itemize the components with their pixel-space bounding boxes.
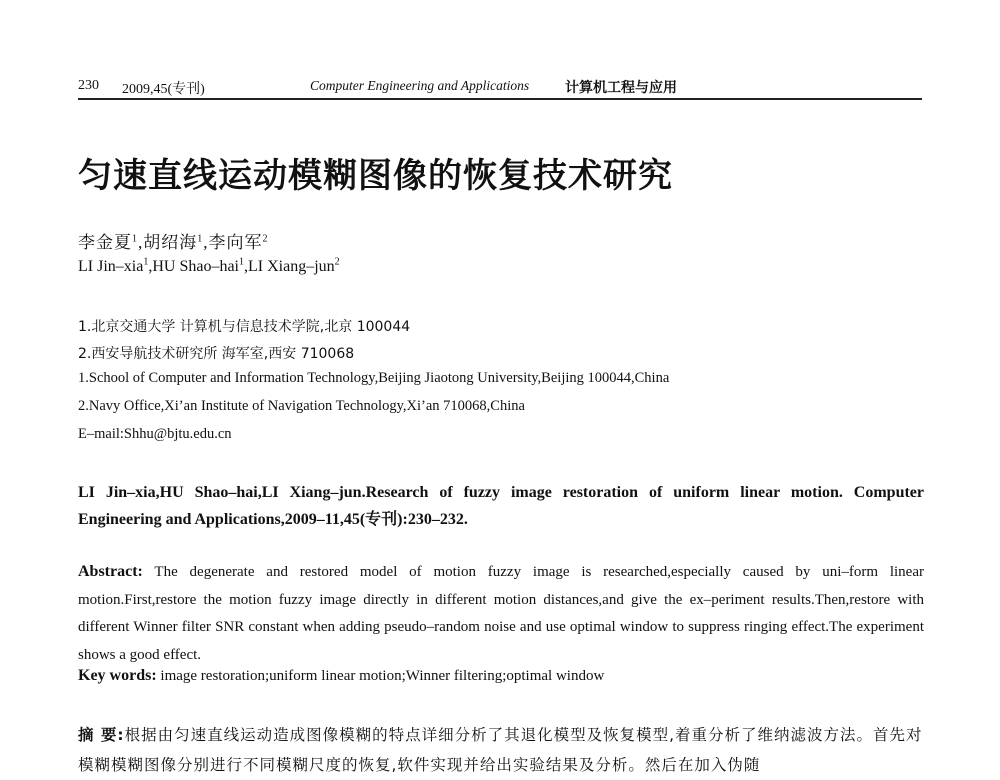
abstract-label: Abstract: <box>78 563 143 580</box>
author-affiliation-mark: 1 <box>238 256 244 268</box>
author-name: HU Shao–hai <box>152 258 239 275</box>
email[interactable]: E–mail:Shhu@bjtu.edu.cn <box>78 426 232 442</box>
author-name: 李向军 <box>208 233 263 252</box>
author-affiliation-mark: 1 <box>197 233 204 245</box>
author-affiliation-mark: 2 <box>334 256 340 268</box>
author-separator: , <box>148 258 153 275</box>
author-separator: , <box>138 233 144 252</box>
keywords <box>78 667 924 685</box>
author-name: 胡绍海 <box>143 233 198 252</box>
author-name: LI Xiang–jun <box>247 258 335 275</box>
authors-en <box>78 258 340 276</box>
authors-cn <box>78 228 269 253</box>
page-number: 230 <box>78 78 99 93</box>
keywords-label: Key words: <box>78 667 157 684</box>
author-name: LI Jin–xia <box>78 258 144 275</box>
abstract-cn-label: 摘 要: <box>78 726 125 744</box>
affiliation-cn-2: 2.西安导航技术研究所 海军室,西安 710068 <box>78 346 355 362</box>
journal-name-cn: 计算机工程与应用 <box>565 80 677 96</box>
abstract-cn-text: 根据由匀速直线运动造成图像模糊的特点详细分析了其退化模型及恢复模型,着重分析了维纳滤波方法。首先对模糊模糊图像分别进行不同模糊尺度的恢复,软件实现并给出实验结果及分析。然后在加入伪随 <box>78 726 923 774</box>
running-header <box>78 76 922 100</box>
keywords-text: image restoration;uniform linear motion;Winner filtering;optimal window <box>160 668 605 684</box>
journal-name-en: Computer Engineering and Applications <box>310 78 530 93</box>
citation: LI Jin–xia,HU Shao–hai,LI Xiang–jun.Research of fuzzy image restoration of uniform linear motion. Computer Engineering and Applications,2009–11,45(专刊):230–232. <box>78 484 924 528</box>
affiliation-en-2: 2.Navy Office,Xi’an Institute of Navigation Technology,Xi’an 710068,China <box>78 398 525 414</box>
author-affiliation-mark: 1 <box>132 233 138 245</box>
author-affiliation-mark: 1 <box>143 256 149 268</box>
abstract-en <box>78 558 924 669</box>
author-separator: , <box>203 233 209 252</box>
issue-info: 2009,45(专刊) <box>122 82 205 97</box>
affiliation-en-1: 1.School of Computer and Information Technology,Beijing Jiaotong University,Beijing 100044,China <box>78 370 670 386</box>
affiliation-cn-1: 1.北京交通大学 计算机与信息技术学院,北京 100044 <box>78 319 411 335</box>
paper-title: 匀速直线运动模糊图像的恢复技术研究 <box>78 156 673 196</box>
abstract-cn <box>78 720 924 780</box>
author-affiliation-mark: 2 <box>262 233 269 245</box>
author-name: 李金夏 <box>78 233 132 252</box>
author-separator: , <box>243 258 248 275</box>
abstract-text: The degenerate and restored model of motion fuzzy image is researched,especially caused by uni–form linear motion.First,restore the motion fuzzy image directly in different motion distances,and give the ex–periment results.Then,restore with different Winner filter SNR constant when adding pseudo–random noise and use optimal window to suppress ringing effect.The experiment shows a good effect. <box>78 564 924 663</box>
